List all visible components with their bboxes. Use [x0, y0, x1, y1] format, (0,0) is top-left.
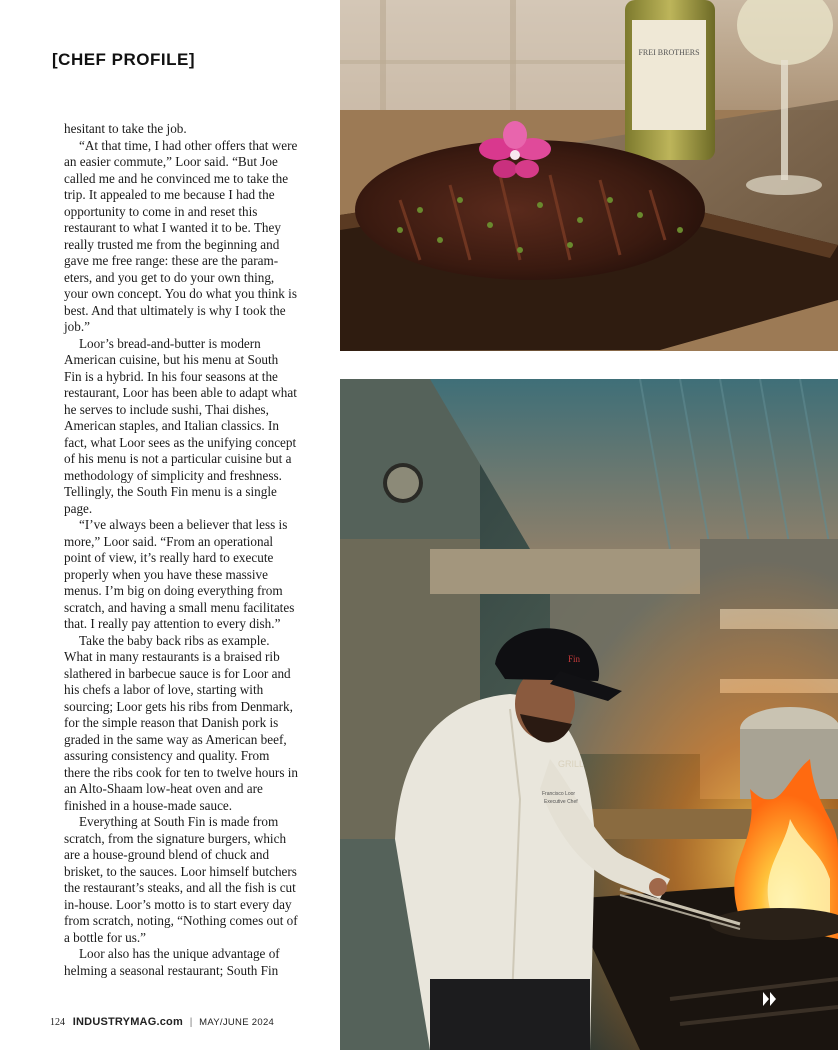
article-paragraph: Loor’s bread-and-butter is modern American cuisine, but his menu at South Fin is a hybrid. In his four seasons at the restaurant, Loor has been able to adapt what he serves to include sushi, Thai dishes, American staples, and Italian classics. In fact, what Loor sees as the unifying concept of his menu is not a particular cuisine but a methodology of simplicity and freshness. Tellingly, the South Fin menu is a single page. [64, 335, 297, 516]
site-name: INDUSTRYMAG.com [72, 1016, 183, 1028]
page-footer [50, 1016, 274, 1028]
next-page-arrow-icon [762, 991, 778, 1007]
cap-logo-text: Fin [568, 654, 581, 664]
hood-sign-text: GRILL [558, 759, 585, 769]
article-paragraph: hesitant to take the job. [64, 121, 187, 136]
section-label: [CHEF PROFILE] [52, 50, 195, 69]
article-paragraph: Take the baby back ribs as example. What in many restaurants is a braised rib slathered in barbecue sauce is for Loor and his chefs a labor of love, starting with sourcing; Loor gets his ribs from Denmark, for the simple reason that Danish pork is graded in the same way as American beef, assuring consistency and quality. From there the ribs cook for ten to twelve hours in an Alto-Shaam low-heat oven and are finished in a house-made sauce. [64, 632, 299, 813]
footer-separator: | [189, 1017, 193, 1028]
steak-photo [340, 0, 838, 351]
bottle-label-text: FREI BROTHERS [638, 48, 700, 57]
issue-date: MAY/JUNE 2024 [199, 1017, 275, 1028]
page-number: 124 [50, 1017, 65, 1028]
article-paragraph: Everything at South Fin is made from scratch, from the signature burgers, which are a house-ground blend of chuck and brisket, to the sauces. Loor himself butchers the restaurant’s steaks, and all the fish is cut in-house. Loor’s motto is to start every day from scratch, noting, “Nothing comes out of a bottle for us.” [64, 814, 298, 945]
article-paragraph: Loor also has the unique advantage of helming a seasonal restaurant; South Fin [64, 946, 280, 978]
article-body [64, 121, 298, 979]
article-paragraph: “At that time, I had other offers that were an easier commute,” Loor said. “But Joe called me and he convinced me to take the trip. It appealed to me because I had the opportunity to come in and reset this restaurant to what I wanted it to be. They really trusted me from the beginning and gave me free range: these are the parameters, and you get to do your own thing, your own concept. You do what you think is best. And that ultimately is why I took the job.” [64, 137, 298, 334]
coat-name-text: Francisco Loor [542, 791, 576, 797]
chef-photo [340, 379, 838, 1050]
article-paragraph: “I’ve always been a believer that less is more,” Loor said. “From an operational point of view, it’s really hard to execute properly when you have these massive menus. I’m big on doing everything from scratch, and having a small menu facilitates that. I really pay attention to every dish.” [64, 517, 295, 631]
coat-title-text: Executive Chef [544, 799, 578, 805]
